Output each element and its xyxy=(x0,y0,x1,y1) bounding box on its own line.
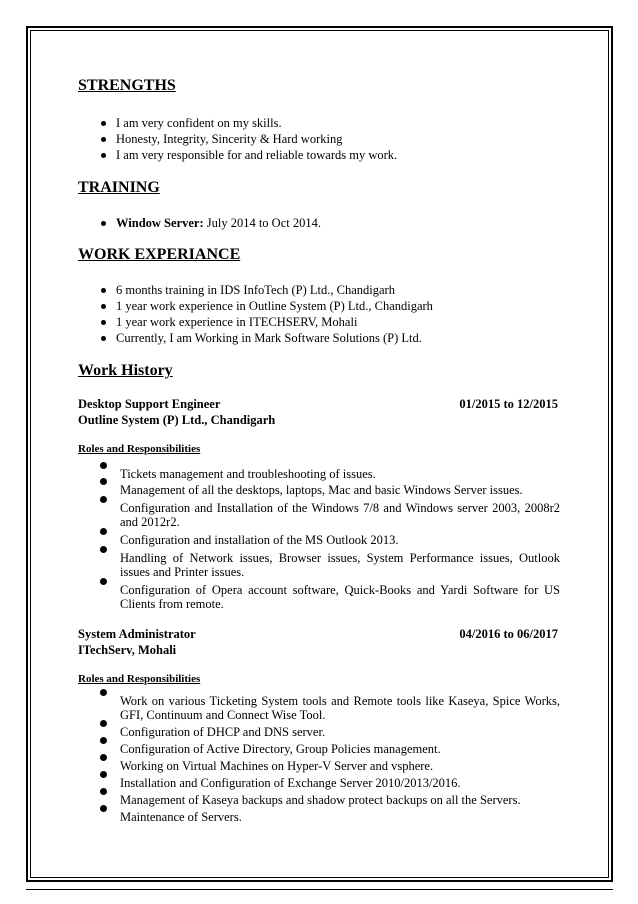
list-item: 6 months training in IDS InfoTech (P) Ltd., Chandigarh xyxy=(78,282,560,298)
list-item: Currently, I am Working in Mark Software Solutions (P) Ltd. xyxy=(78,330,560,346)
training-list xyxy=(78,215,560,231)
job-title: Desktop Support Engineer xyxy=(78,397,221,411)
list-item: Honesty, Integrity, Sincerity & Hard working xyxy=(78,131,560,147)
strengths-list xyxy=(78,115,560,163)
training-label: Window Server: xyxy=(116,216,204,230)
list-item: Work on various Ticketing System tools and Remote tools like Kaseya, Spice Works, GFI, Continuum and Connect Wise Tool. xyxy=(78,694,560,722)
job-title: System Administrator xyxy=(78,627,196,641)
work-experience-list xyxy=(78,282,560,346)
bullet-icon xyxy=(100,496,107,503)
list-item: 1 year work experience in Outline System (P) Ltd., Chandigarh xyxy=(78,298,560,314)
list-item: Configuration of Opera account software, Quick-Books and Yardi Software for US Clients from remote. xyxy=(78,583,560,611)
bullet-icon xyxy=(100,478,107,485)
list-item: 1 year work experience in ITECHSERV, Mohali xyxy=(78,314,560,330)
job-company: ITechServ, Mohali xyxy=(78,643,177,657)
job-dates: 04/2016 to 06/2017 xyxy=(459,627,558,641)
bullet-icon xyxy=(100,720,107,727)
footer-rule xyxy=(26,889,613,890)
bullet-icon xyxy=(101,153,106,158)
bullet-icon xyxy=(101,336,106,341)
bullet-icon xyxy=(101,221,106,226)
job-company: Outline System (P) Ltd., Chandigarh xyxy=(78,413,276,427)
list-item: Tickets management and troubleshooting of issues. xyxy=(78,467,560,481)
bullet-icon xyxy=(100,754,107,761)
bullet-icon xyxy=(100,546,107,553)
list-item: Configuration of Active Directory, Group Policies management. xyxy=(78,742,560,756)
list-item: Configuration and Installation of the Windows 7/8 and Windows server 2003, 2008r2 and 2012r2. xyxy=(78,501,560,529)
list-item: I am very confident on my skills. xyxy=(78,115,560,131)
bullet-icon xyxy=(101,137,106,142)
roles-heading: Roles and Responsibilities xyxy=(78,443,201,455)
job-title-row xyxy=(78,396,560,412)
bullet-icon xyxy=(100,578,107,585)
list-item: Management of all the desktops, laptops, Mac and basic Windows Server issues. xyxy=(78,483,560,497)
list-item: Management of Kaseya backups and shadow protect backups on all the Servers. xyxy=(78,793,560,807)
list-item: Working on Virtual Machines on Hyper-V Server and vsphere. xyxy=(78,759,560,773)
work-experience-heading: WORK EXPERIANCE xyxy=(78,246,241,263)
bullet-icon xyxy=(100,528,107,535)
bullet-icon xyxy=(101,288,106,293)
bullet-icon xyxy=(101,320,106,325)
work-history-heading: Work History xyxy=(78,362,173,379)
bullet-icon xyxy=(100,689,107,696)
training-heading: TRAINING xyxy=(78,179,160,196)
bullet-icon xyxy=(100,737,107,744)
list-item: Window Server: July 2014 to Oct 2014. xyxy=(78,215,560,231)
list-item: Maintenance of Servers. xyxy=(78,810,560,824)
bullet-icon xyxy=(100,805,107,812)
job-dates: 01/2015 to 12/2015 xyxy=(459,397,558,411)
resume-content xyxy=(78,76,560,824)
responsibilities-list xyxy=(78,694,560,824)
job-title-row xyxy=(78,626,560,642)
list-item: Configuration and installation of the MS Outlook 2013. xyxy=(78,533,560,547)
bullet-icon xyxy=(100,788,107,795)
responsibilities-list xyxy=(78,467,560,611)
list-item: I am very responsible for and reliable towards my work. xyxy=(78,147,560,163)
bullet-icon xyxy=(100,462,107,469)
bullet-icon xyxy=(101,121,106,126)
bullet-icon xyxy=(100,771,107,778)
bullet-icon xyxy=(101,304,106,309)
roles-heading: Roles and Responsibilities xyxy=(78,673,201,685)
list-item: Configuration of DHCP and DNS server. xyxy=(78,725,560,739)
list-item: Installation and Configuration of Exchange Server 2010/2013/2016. xyxy=(78,776,560,790)
list-item: Handling of Network issues, Browser issues, System Performance issues, Outlook issues and Printer issues. xyxy=(78,551,560,579)
strengths-heading: STRENGTHS xyxy=(78,77,176,94)
